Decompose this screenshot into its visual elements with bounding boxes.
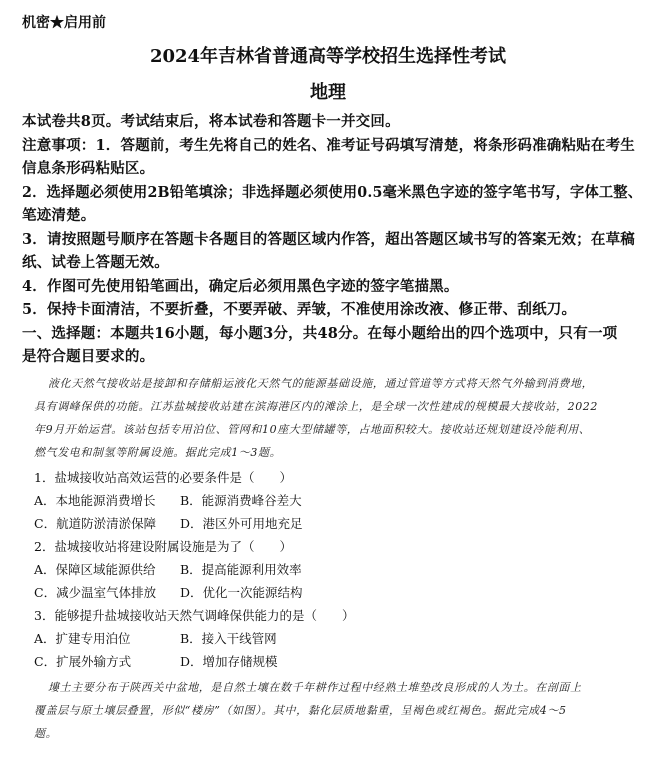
option-d: D．增加存储规模	[180, 654, 278, 669]
option-a: A．保障区域能源供给	[34, 562, 156, 577]
option-b: B．接入干线管网	[180, 631, 277, 646]
option-b: B．提高能源利用效率	[180, 562, 302, 577]
instruction-line: 3．请按照题号顺序在答题卡各题目的答题区域内作答，超出答题区域书写的答案无效；在草稿	[22, 231, 635, 248]
instruction-line: 信息条形码粘贴区。	[22, 160, 155, 177]
instruction-line: 2．选择题必须使用2B铅笔填涂；非选择题必须使用0.5毫米黑色字迹的签字笔书写，字体工整、	[22, 184, 643, 201]
question-stem: 2．盐城接收站将建设附属设施是为了（ ）	[34, 539, 292, 554]
passage-line: 覆盖层与原土壤层叠置，形似“楼房”（如图）。其中，黏化层质地黏重，呈褐色或红褐色。据此完成4～5	[34, 704, 567, 717]
instruction-line: 纸、试卷上答题无效。	[22, 254, 169, 271]
option-b: B．能源消费峰谷差大	[180, 493, 302, 508]
question-stem: 3．能够提升盐城接收站天然气调峰保供能力的是（ ）	[34, 608, 355, 623]
passage-line: 液化天然气接收站是接卸和存储船运液化天然气的能源基础设施，通过管道等方式将天然气外输到消费地，	[48, 377, 594, 390]
instruction-line: 本试卷共8页。考试结束后，将本试卷和答题卡一并交回。	[22, 113, 400, 130]
passage-line: 具有调峰保供的功能。江苏盐城接收站建在滨海港区内的滩涂上，是全球一次性建成的规模最大接收站，2022	[34, 400, 598, 413]
question-stem: 1．盐城接收站高效运营的必要条件是（ ）	[34, 470, 292, 485]
exam-title: 2024年吉林省普通高等学校招生选择性考试	[149, 46, 507, 67]
passage-line: 塿土主要分布于陕西关中盆地，是自然土壤在数千年耕作过程中经熟土堆垫改良形成的人为土。在剖面上	[48, 681, 582, 694]
option-c: C．减少温室气体排放	[34, 585, 157, 600]
option-c: C．扩展外输方式	[34, 654, 132, 669]
section-heading: 是符合题目要求的。	[22, 348, 155, 365]
option-d: D．港区外可用地充足	[180, 516, 303, 531]
section-heading: 一、选择题：本题共16小题，每小题3分，共48分。在每小题给出的四个选项中，只有一项	[22, 325, 618, 342]
instruction-line: 笔迹清楚。	[22, 207, 96, 224]
instruction-line: 4．作图可先使用铅笔画出，确定后必须用黑色字迹的签字笔描黑。	[22, 278, 459, 295]
instruction-line: 注意事项：1．答题前，考生先将自己的姓名、准考证号码填写清楚，将条形码准确粘贴在考生	[22, 137, 635, 154]
option-c: C．航道防淤清淤保障	[34, 516, 157, 531]
passage-line: 燃气发电和制氢等附属设施。据此完成1～3题。	[34, 446, 282, 459]
option-a: A．扩建专用泊位	[34, 631, 131, 646]
confidential-label: 机密★启用前	[22, 15, 106, 31]
instruction-line: 5．保持卡面清洁，不要折叠，不要弄破、弄皱，不准使用涂改液、修正带、刮纸刀。	[22, 301, 577, 318]
option-a: A．本地能源消费增长	[34, 493, 156, 508]
passage-line: 题。	[34, 727, 58, 740]
option-d: D．优化一次能源结构	[180, 585, 303, 600]
passage-line: 年9月开始运营。该站包括专用泊位、管网和10座大型储罐等，占地面积较大。接收站还规划建设冷能利用、	[34, 423, 591, 436]
subject-title: 地理	[310, 82, 346, 103]
